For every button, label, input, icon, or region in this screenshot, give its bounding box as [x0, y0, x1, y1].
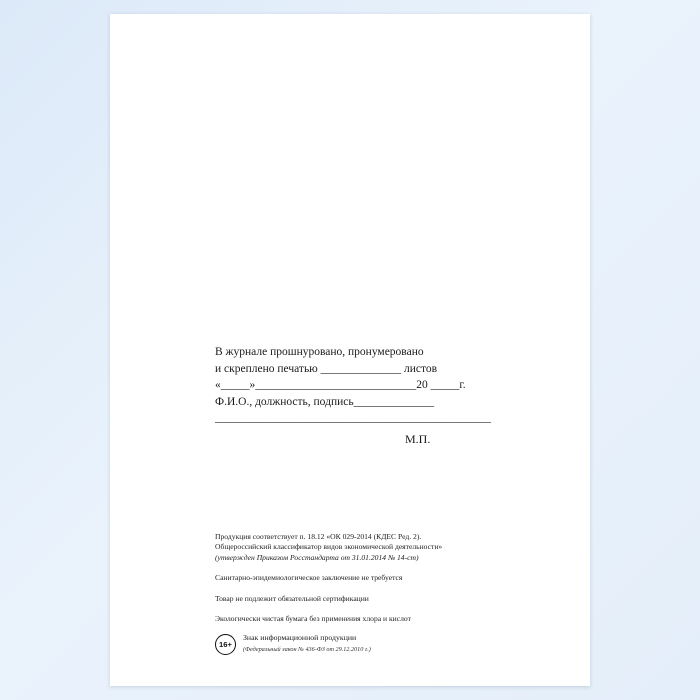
- age-rating-title: Знак информационной продукции: [243, 633, 357, 642]
- statement-date-line: «_____»____________________________20 _____г.: [215, 379, 466, 391]
- certification-statement-block: [215, 344, 535, 427]
- product-classification-line-2: Общероссийский классификатор видов экономической деятельности»: [215, 542, 443, 552]
- age-rating-text: [243, 633, 371, 655]
- legal-notices-block: [215, 532, 555, 624]
- statement-blank-rule: ________________________________________________: [215, 412, 491, 424]
- product-classification-line-3: (утвержден Приказом Росстандарта от 31.01.2014 № 14-ст): [215, 552, 419, 562]
- eco-paper-note: Экологически чистая бумага без применения хлора и кислот: [215, 614, 411, 624]
- age-rating-badge-icon: 16+: [215, 634, 236, 655]
- sanitary-conclusion-note: Санитарно-эпидемиологическое заключение не требуется: [215, 573, 403, 583]
- stamp-place-label: М.П.: [405, 432, 431, 446]
- product-classification-line-1: Продукция соответствует п. 18.12 «ОК 029-2014 (КДЕС Ред. 2).: [215, 532, 422, 541]
- age-rating-law: (Федеральный закон № 436-ФЗ от 29.12.2010 г.): [243, 645, 371, 653]
- product-classification-note: [215, 532, 555, 563]
- age-rating-row: [215, 633, 371, 655]
- statement-line-1: В журнале прошнуровано, пронумеровано: [215, 346, 424, 358]
- certification-note: Товар не подлежит обязательной сертификации: [215, 593, 369, 603]
- statement-signature-line: Ф.И.О., должность, подпись______________: [215, 395, 435, 408]
- document-page: [110, 14, 590, 686]
- statement-line-2: и скреплено печатью ______________ листов: [215, 362, 438, 375]
